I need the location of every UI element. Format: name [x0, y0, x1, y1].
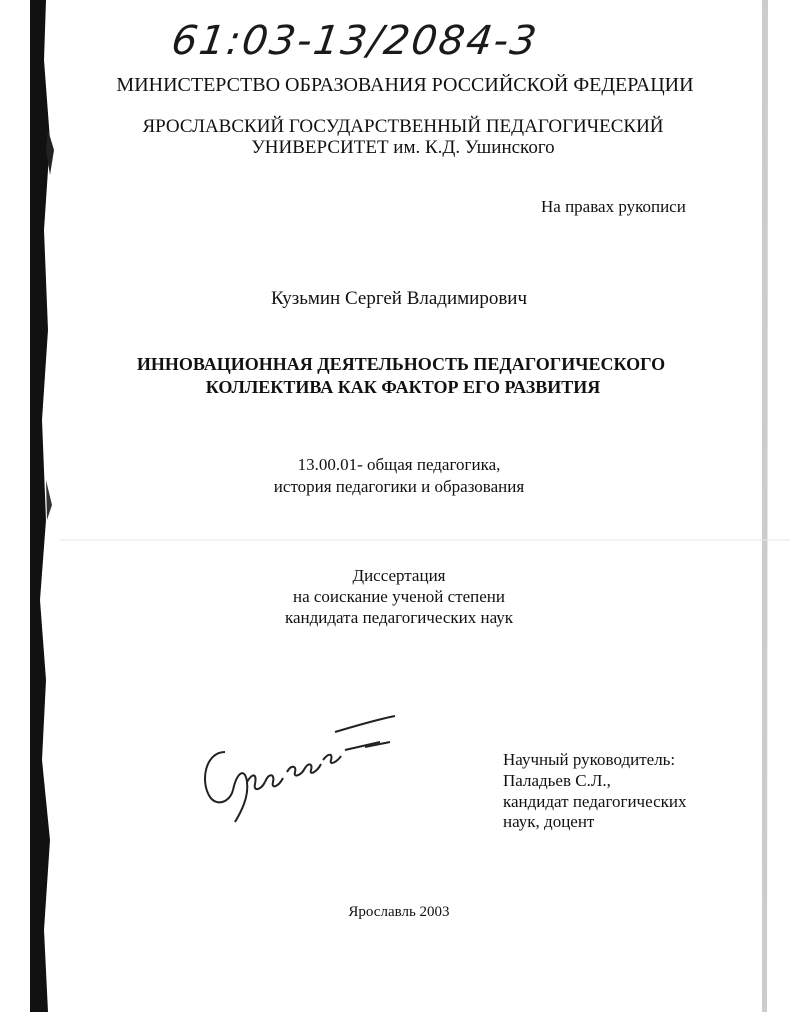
university-name-line2: УНИВЕРСИТЕТ им. К.Д. Ушинского: [251, 137, 555, 158]
dissertation-title-line2: КОЛЛЕКТИВА КАК ФАКТОР ЕГО РАЗВИТИЯ: [205, 377, 601, 397]
advisor-degree-line1: кандидат педагогических: [503, 792, 687, 811]
degree-line2: кандидата педагогических наук: [284, 608, 514, 627]
manuscript-rights-note: На правах рукописи: [541, 197, 686, 216]
advisor-degree-line2: наук, доцент: [503, 812, 595, 831]
author-name: Кузьмин Сергей Владимирович: [270, 288, 528, 309]
advisor-name: Паладьев С.Л.,: [503, 771, 611, 790]
university-name-line1: ЯРОСЛАВСКИЙ ГОСУДАРСТВЕННЫЙ ПЕДАГОГИЧЕСКИЙ: [142, 116, 664, 137]
dissertation-type: Диссертация: [352, 566, 446, 585]
ministry-heading: МИНИСТЕРСТВО ОБРАЗОВАНИЯ РОССИЙСКОЙ ФЕДЕРАЦИИ: [116, 74, 694, 96]
city-year: Ярославль 2003: [348, 904, 450, 920]
degree-line1: на соискание ученой степени: [292, 587, 506, 606]
advisor-label: Научный руководитель:: [503, 750, 676, 769]
specialty-line1: 13.00.01- общая педагогика,: [297, 455, 501, 474]
dissertation-title-line1: ИННОВАЦИОННАЯ ДЕЯТЕЛЬНОСТЬ ПЕДАГОГИЧЕСКОГО: [136, 354, 666, 374]
handwritten-catalog-code: 61:03-13/2084-3: [168, 18, 541, 64]
author-signature: [195, 712, 405, 827]
specialty-line2: история педагогики и образования: [273, 477, 525, 496]
